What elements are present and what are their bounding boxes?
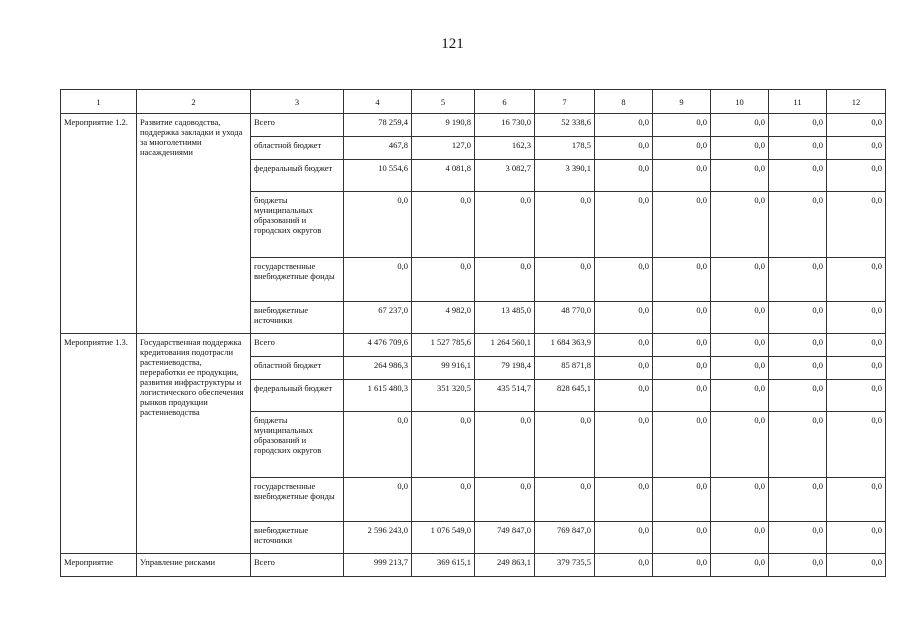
value-cell: 0,0 [475, 478, 535, 522]
value-cell: 0,0 [711, 412, 769, 478]
value-cell: 0,0 [595, 478, 653, 522]
measure-code-cell: Мероприятие 1.2. [61, 114, 137, 334]
header-cell: 4 [344, 90, 412, 114]
value-cell: 0,0 [827, 478, 886, 522]
value-cell: 2 596 243,0 [344, 522, 412, 554]
funding-source-cell: внебюджетные источники [251, 522, 344, 554]
value-cell: 749 847,0 [475, 522, 535, 554]
measure-name-cell: Развитие садоводства, поддержка закладки и ухода за многолетними насаждениями [137, 114, 251, 334]
value-cell: 1 615 480,3 [344, 380, 412, 412]
value-cell: 0,0 [827, 114, 886, 137]
value-cell: 369 615,1 [412, 554, 475, 577]
value-cell: 0,0 [595, 302, 653, 334]
value-cell: 0,0 [827, 258, 886, 302]
value-cell: 4 476 709,6 [344, 334, 412, 357]
header-cell: 5 [412, 90, 475, 114]
value-cell: 435 514,7 [475, 380, 535, 412]
value-cell: 0,0 [769, 192, 827, 258]
page-number: 121 [441, 36, 464, 52]
value-cell: 0,0 [595, 380, 653, 412]
value-cell: 0,0 [412, 192, 475, 258]
funding-source-cell: внебюджетные источники [251, 302, 344, 334]
value-cell: 0,0 [711, 137, 769, 160]
value-cell: 0,0 [769, 357, 827, 380]
value-cell: 85 871,8 [535, 357, 595, 380]
value-cell: 0,0 [711, 160, 769, 192]
header-cell: 2 [137, 90, 251, 114]
value-cell: 0,0 [653, 192, 711, 258]
funding-source-cell: бюджеты муниципальных образований и городских округов [251, 412, 344, 478]
value-cell: 0,0 [595, 554, 653, 577]
value-cell: 48 770,0 [535, 302, 595, 334]
measure-code-cell: Мероприятие [61, 554, 137, 577]
value-cell: 0,0 [769, 412, 827, 478]
value-cell: 999 213,7 [344, 554, 412, 577]
value-cell: 0,0 [475, 412, 535, 478]
value-cell: 0,0 [827, 522, 886, 554]
value-cell: 0,0 [769, 302, 827, 334]
funding-source-cell: Всего [251, 554, 344, 577]
value-cell: 78 259,4 [344, 114, 412, 137]
value-cell: 0,0 [653, 522, 711, 554]
value-cell: 16 730,0 [475, 114, 535, 137]
value-cell: 0,0 [653, 554, 711, 577]
header-cell: 11 [769, 90, 827, 114]
measure-name-cell: Государственная поддержка кредитования подотрасли растениеводства, переработки ее продукции, развития инфраструктуры и логистического обеспечения рынков продукции растениеводства [137, 334, 251, 554]
funding-source-cell: бюджеты муниципальных образований и городских округов [251, 192, 344, 258]
value-cell: 0,0 [653, 258, 711, 302]
funding-source-cell: федеральный бюджет [251, 160, 344, 192]
value-cell: 351 320,5 [412, 380, 475, 412]
value-cell: 178,5 [535, 137, 595, 160]
value-cell: 0,0 [653, 334, 711, 357]
funding-source-cell: государственные внебюджетные фонды [251, 258, 344, 302]
value-cell: 79 198,4 [475, 357, 535, 380]
value-cell: 0,0 [412, 412, 475, 478]
value-cell: 127,0 [412, 137, 475, 160]
value-cell: 0,0 [711, 522, 769, 554]
value-cell: 0,0 [595, 137, 653, 160]
value-cell: 0,0 [827, 380, 886, 412]
value-cell: 0,0 [653, 380, 711, 412]
value-cell: 1 684 363,9 [535, 334, 595, 357]
value-cell: 0,0 [344, 192, 412, 258]
header-cell: 6 [475, 90, 535, 114]
value-cell: 0,0 [827, 302, 886, 334]
funding-source-cell: федеральный бюджет [251, 380, 344, 412]
value-cell: 52 338,6 [535, 114, 595, 137]
value-cell: 99 916,1 [412, 357, 475, 380]
value-cell: 0,0 [653, 478, 711, 522]
header-cell: 9 [653, 90, 711, 114]
header-cell: 12 [827, 90, 886, 114]
value-cell: 0,0 [711, 258, 769, 302]
value-cell: 0,0 [595, 160, 653, 192]
value-cell: 0,0 [412, 478, 475, 522]
value-cell: 0,0 [653, 137, 711, 160]
value-cell: 828 645,1 [535, 380, 595, 412]
funding-source-cell: государственные внебюджетные фонды [251, 478, 344, 522]
value-cell: 0,0 [769, 478, 827, 522]
value-cell: 0,0 [711, 192, 769, 258]
value-cell: 0,0 [711, 380, 769, 412]
value-cell: 10 554,6 [344, 160, 412, 192]
value-cell: 0,0 [653, 114, 711, 137]
value-cell: 4 982,0 [412, 302, 475, 334]
value-cell: 0,0 [711, 302, 769, 334]
value-cell: 3 082,7 [475, 160, 535, 192]
value-cell: 0,0 [653, 357, 711, 380]
value-cell: 0,0 [475, 192, 535, 258]
value-cell: 1 076 549,0 [412, 522, 475, 554]
table-row [61, 554, 886, 577]
value-cell: 769 847,0 [535, 522, 595, 554]
measure-code-cell: Мероприятие 1.3. [61, 334, 137, 554]
value-cell: 0,0 [535, 478, 595, 522]
funding-source-cell: Всего [251, 114, 344, 137]
value-cell: 0,0 [344, 258, 412, 302]
value-cell: 0,0 [595, 258, 653, 302]
value-cell: 0,0 [711, 357, 769, 380]
value-cell: 0,0 [475, 258, 535, 302]
value-cell: 0,0 [653, 412, 711, 478]
value-cell: 0,0 [769, 160, 827, 192]
header-cell: 8 [595, 90, 653, 114]
value-cell: 162,3 [475, 137, 535, 160]
value-cell: 0,0 [827, 554, 886, 577]
value-cell: 264 986,3 [344, 357, 412, 380]
value-cell: 0,0 [711, 334, 769, 357]
value-cell: 0,0 [412, 258, 475, 302]
table-row [61, 114, 886, 137]
value-cell: 4 081,8 [412, 160, 475, 192]
value-cell: 0,0 [827, 160, 886, 192]
value-cell: 67 237,0 [344, 302, 412, 334]
value-cell: 0,0 [653, 302, 711, 334]
funding-source-cell: областной бюджет [251, 137, 344, 160]
value-cell: 0,0 [535, 258, 595, 302]
value-cell: 0,0 [711, 114, 769, 137]
value-cell: 0,0 [595, 522, 653, 554]
value-cell: 3 390,1 [535, 160, 595, 192]
value-cell: 0,0 [827, 334, 886, 357]
value-cell: 0,0 [827, 412, 886, 478]
value-cell: 0,0 [769, 522, 827, 554]
value-cell: 0,0 [769, 380, 827, 412]
value-cell: 0,0 [595, 114, 653, 137]
header-cell: 7 [535, 90, 595, 114]
value-cell: 0,0 [827, 137, 886, 160]
value-cell: 0,0 [827, 192, 886, 258]
value-cell: 0,0 [769, 137, 827, 160]
value-cell: 0,0 [653, 160, 711, 192]
value-cell: 0,0 [769, 258, 827, 302]
header-cell: 3 [251, 90, 344, 114]
value-cell: 0,0 [344, 412, 412, 478]
value-cell: 0,0 [344, 478, 412, 522]
value-cell: 0,0 [769, 554, 827, 577]
value-cell: 0,0 [769, 114, 827, 137]
header-cell: 10 [711, 90, 769, 114]
value-cell: 0,0 [535, 412, 595, 478]
value-cell: 0,0 [711, 554, 769, 577]
funding-source-cell: Всего [251, 334, 344, 357]
value-cell: 1 264 560,1 [475, 334, 535, 357]
value-cell: 0,0 [595, 412, 653, 478]
value-cell: 0,0 [827, 357, 886, 380]
value-cell: 1 527 785,6 [412, 334, 475, 357]
value-cell: 0,0 [595, 334, 653, 357]
value-cell: 9 190,8 [412, 114, 475, 137]
header-cell: 1 [61, 90, 137, 114]
budget-table [60, 89, 886, 577]
value-cell: 379 735,5 [535, 554, 595, 577]
measure-name-cell: Управление рисками [137, 554, 251, 577]
funding-source-cell: областной бюджет [251, 357, 344, 380]
value-cell: 0,0 [711, 478, 769, 522]
value-cell: 0,0 [595, 192, 653, 258]
value-cell: 13 485,0 [475, 302, 535, 334]
value-cell: 0,0 [535, 192, 595, 258]
table-row [61, 334, 886, 357]
value-cell: 0,0 [595, 357, 653, 380]
value-cell: 249 863,1 [475, 554, 535, 577]
header-row [61, 90, 886, 114]
value-cell: 467,8 [344, 137, 412, 160]
value-cell: 0,0 [769, 334, 827, 357]
